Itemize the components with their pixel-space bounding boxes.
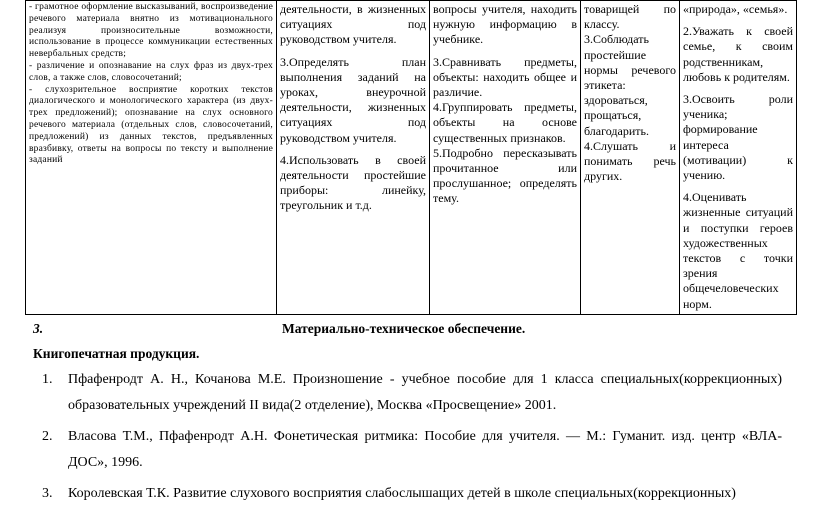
list-item-text: Власова Т.М., Пфафенродт А.Н. Фонетическая ритмика: Пособие для учителя. — М.: Гуманит. изд. центр «ВЛА-ДОС», 1996. — [68, 429, 782, 470]
curriculum-table — [25, 0, 797, 315]
cell-paragraph: 4.Группировать предметы, объекты на основе существенных признаков. — [433, 100, 577, 145]
table-cell-speech-skills — [26, 1, 277, 315]
cell-paragraph: 3.Определять план выполнения заданий на уроках, внеурочной деятельности, жизненных ситуациях под руководством учителя. — [280, 54, 426, 145]
list-item-text: Королевская Т.К. Развитие слухового восприятия слабослышащих детей в школе специальных(коррекционных) — [68, 486, 736, 501]
list-item — [42, 367, 782, 419]
table-cell-regulatory — [277, 1, 430, 315]
subheading: Книгопечатная продукция. — [33, 346, 200, 361]
cell-paragraph: деятельности, в жизненных ситуациях под руководством учителя. — [280, 2, 426, 47]
cell-paragraph: 4.Оценивать жизненные ситуаций и поступки героев художественных текстов с точки зрения общечеловеческих норм. — [683, 190, 793, 311]
cell-paragraph: 3.Соблюдать простейшие нормы речевого этикета: здороваться, прощаться, благодарить. — [584, 32, 676, 138]
cell-paragraph: товарищей по классу. — [584, 2, 676, 32]
cell-text: - грамотное оформление высказываний, воспроизведение речевого материала внятно из мотивационального реализуя произносительные возможности, использование в процессе коммуникации естественных невербальных средств; - различение и опознавание на слух фраз из двух-трех слов, а также слов, словосочетаний; - слухозрительное восприятие коротких текстов диалогического и монологического характера (из двух-трех предложений); опознавание на слух основного речевого материала (отдельных слов, словосочетаний, предложений) из данных текстов, предъявленных вразбивку, ответы на вопросы по тексту и выполнение заданий — [29, 2, 273, 166]
cell-paragraph: 5.Подробно пересказывать прочитанное или прослушанное; определять тему. — [433, 145, 577, 206]
reference-list — [42, 367, 782, 512]
section-title: Материально-техническое обеспечение. — [282, 321, 526, 336]
cell-paragraph: 3.Сравнивать предметы, объекты: находить общее и различие. — [433, 54, 577, 100]
cell-paragraph: 4.Использовать в своей деятельности простейшие приборы: линейку, треугольник и т.д. — [280, 152, 426, 213]
section-number: 3. — [33, 321, 44, 336]
list-item-text: Пфафенродт А. Н., Кочанова М.Е. Произношение - учебное пособие для 1 класса специальных(коррекционных) образовательных учреждений II вида(2 отделение), Москва «Просвещение» 2001. — [68, 372, 782, 413]
list-item-number: 3. — [42, 486, 53, 501]
cell-paragraph: 2.Уважать к своей семье, к своим родственникам, любовь к родителям. — [683, 24, 793, 84]
cell-paragraph: 3.Освоить роли ученика; формирование интереса (мотивации) к учению. — [683, 92, 793, 183]
cell-paragraph: вопросы учителя, находить нужную информацию в учебнике. — [433, 2, 577, 47]
list-item — [42, 424, 782, 476]
cell-paragraph: 4.Слушать и понимать речь других. — [584, 138, 676, 184]
list-item-number: 1. — [42, 372, 53, 387]
table-cell-cognitive — [430, 1, 581, 315]
table-cell-personal — [680, 1, 797, 315]
list-item-number: 2. — [42, 429, 53, 444]
table-cell-communicative — [581, 1, 680, 315]
list-item — [42, 481, 782, 507]
cell-paragraph: «природа», «семья». — [683, 2, 788, 16]
table-row — [26, 1, 797, 315]
